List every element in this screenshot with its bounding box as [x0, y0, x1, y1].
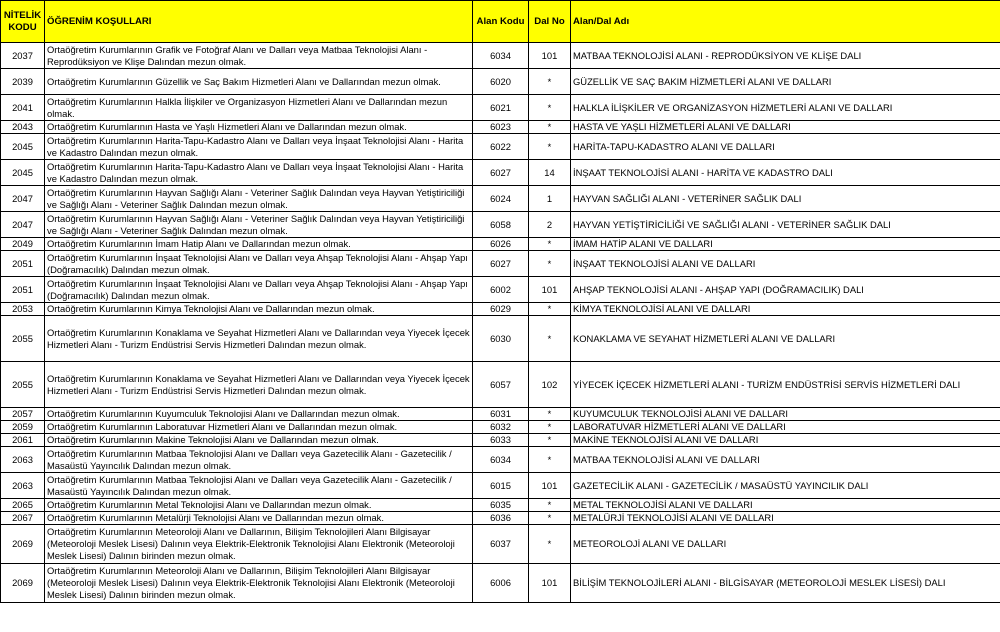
cell-dal-no: * [529, 499, 571, 512]
table-row [1, 512, 1000, 525]
header-alan-kodu: Alan Kodu [473, 1, 529, 43]
cell-alan-dal-adi: HAYVAN YETİŞTİRİCİLİĞİ VE SAĞLIĞI ALANI - VETERİNER SAĞLIK DALI [571, 212, 1000, 238]
cell-kosul: Ortaöğretim Kurumlarının Hayvan Sağlığı Alanı - Veteriner Sağlık Dalından veya Hayvan Yetiştiriciliği ve Sağlığı Alanı - Veteriner Sağlık Dalından mezun olmak. [45, 186, 473, 212]
cell-alan-kodu: 6037 [473, 525, 529, 564]
cell-kosul: Ortaöğretim Kurumlarının Metal Teknolojisi Alanı ve Dallarından mezun olmak. [45, 499, 473, 512]
cell-kosul: Ortaöğretim Kurumlarının İnşaat Teknolojisi Alanı ve Dalları veya Ahşap Teknolojisi Alanı - Ahşap Yapı (Doğramacılık) Dalından mezun olmak. [45, 251, 473, 277]
cell-dal-no: * [529, 238, 571, 251]
cell-alan-kodu: 6035 [473, 499, 529, 512]
table-row [1, 303, 1000, 316]
cell-kosul: Ortaöğretim Kurumlarının Harita-Tapu-Kadastro Alanı ve Dalları veya İnşaat Teknolojisi Alanı - Harita ve Kadastro Dalından mezun olmak. [45, 134, 473, 160]
cell-alan-dal-adi: HARİTA-TAPU-KADASTRO ALANI VE DALLARI [571, 134, 1000, 160]
table-row [1, 434, 1000, 447]
table-row [1, 160, 1000, 186]
cell-alan-kodu: 6030 [473, 316, 529, 362]
cell-kod: 2057 [1, 408, 45, 421]
cell-kosul: Ortaöğretim Kurumlarının Meteoroloji Alanı ve Dallarının, Bilişim Teknolojileri Alanı Bilgisayar (Meteoroloji Meslek Lisesi) Dalının veya Elektrik-Elektronik Teknolojisi Alanı Elektronik (Meteoroloji Meslek Lisesi) Dalının birinden mezun olmak. [45, 525, 473, 564]
cell-alan-dal-adi: İNŞAAT TEKNOLOJİSİ ALANI VE DALLARI [571, 251, 1000, 277]
header-row [1, 1, 1000, 43]
table-row [1, 564, 1000, 603]
table-row [1, 277, 1000, 303]
cell-dal-no: * [529, 251, 571, 277]
cell-kod: 2053 [1, 303, 45, 316]
cell-alan-dal-adi: METAL TEKNOLOJİSİ ALANI VE DALLARI [571, 499, 1000, 512]
cell-dal-no: 1 [529, 186, 571, 212]
cell-kosul: Ortaöğretim Kurumlarının Kuyumculuk Teknolojisi Alanı ve Dallarından mezun olmak. [45, 408, 473, 421]
cell-alan-dal-adi: MAKİNE TEKNOLOJİSİ ALANI VE DALLARI [571, 434, 1000, 447]
table-row [1, 121, 1000, 134]
cell-kosul: Ortaöğretim Kurumlarının Konaklama ve Seyahat Hizmetleri Alanı ve Dallarından veya Yiyecek İçecek Hizmetleri Alanı - Turizm Endüstrisi Servis Hizmetleri Dalından mezun olmak. [45, 316, 473, 362]
cell-dal-no: * [529, 121, 571, 134]
cell-dal-no: 14 [529, 160, 571, 186]
cell-kosul: Ortaöğretim Kurumlarının Grafik ve Fotoğraf Alanı ve Dalları veya Matbaa Teknolojisi Alanı - Reprodüksiyon ve Klişe Dalından mezun olmak. [45, 43, 473, 69]
cell-kosul: Ortaöğretim Kurumlarının Konaklama ve Seyahat Hizmetleri Alanı ve Dallarından veya Yiyecek İçecek Hizmetleri Alanı - Turizm Endüstrisi Servis Hizmetleri Dalından mezun olmak. [45, 362, 473, 408]
cell-kosul: Ortaöğretim Kurumlarının Matbaa Teknolojisi Alanı ve Dalları veya Gazetecilik Alanı - Gazetecilik / Masaüstü Yayıncılık Dalından mezun olmak. [45, 473, 473, 499]
table-row [1, 525, 1000, 564]
cell-kosul: Ortaöğretim Kurumlarının Harita-Tapu-Kadastro Alanı ve Dalları veya İnşaat Teknolojisi Alanı - Harita ve Kadastro Dalından mezun olmak. [45, 160, 473, 186]
cell-kosul: Ortaöğretim Kurumlarının Metalürji Teknolojisi Alanı ve Dallarından mezun olmak. [45, 512, 473, 525]
cell-dal-no: * [529, 134, 571, 160]
cell-alan-dal-adi: MATBAA TEKNOLOJİSİ ALANI VE DALLARI [571, 447, 1000, 473]
cell-kod: 2065 [1, 499, 45, 512]
cell-kosul: Ortaöğretim Kurumlarının Hasta ve Yaşlı Hizmetleri Alanı ve Dallarından mezun olmak. [45, 121, 473, 134]
cell-kod: 2039 [1, 69, 45, 95]
cell-alan-dal-adi: KUYUMCULUK TEKNOLOJİSİ ALANI VE DALLARI [571, 408, 1000, 421]
cell-kod: 2069 [1, 564, 45, 603]
cell-dal-no: * [529, 408, 571, 421]
cell-alan-dal-adi: MATBAA TEKNOLOJİSİ ALANI - REPRODÜKSİYON VE KLİŞE DALI [571, 43, 1000, 69]
cell-alan-kodu: 6034 [473, 43, 529, 69]
cell-kod: 2069 [1, 525, 45, 564]
table-row [1, 316, 1000, 362]
cell-kosul: Ortaöğretim Kurumlarının İnşaat Teknolojisi Alanı ve Dalları veya Ahşap Teknolojisi Alanı - Ahşap Yapı (Doğramacılık) Dalından mezun olmak. [45, 277, 473, 303]
cell-kosul: Ortaöğretim Kurumlarının Laboratuvar Hizmetleri Alanı ve Dallarından mezun olmak. [45, 421, 473, 434]
cell-dal-no: * [529, 447, 571, 473]
cell-kod: 2061 [1, 434, 45, 447]
cell-alan-kodu: 6032 [473, 421, 529, 434]
table-row [1, 447, 1000, 473]
cell-kod: 2037 [1, 43, 45, 69]
cell-alan-dal-adi: YİYECEK İÇECEK HİZMETLERİ ALANI - TURİZM ENDÜSTRİSİ SERVİS HİZMETLERİ DALI [571, 362, 1000, 408]
cell-alan-kodu: 6021 [473, 95, 529, 121]
cell-kosul: Ortaöğretim Kurumlarının Halkla İlişkiler ve Organizasyon Hizmetleri Alanı ve Dallarından mezun olmak. [45, 95, 473, 121]
cell-kod: 2063 [1, 473, 45, 499]
cell-alan-kodu: 6024 [473, 186, 529, 212]
cell-alan-kodu: 6058 [473, 212, 529, 238]
cell-dal-no: * [529, 434, 571, 447]
table-row [1, 362, 1000, 408]
cell-dal-no: * [529, 525, 571, 564]
cell-alan-kodu: 6036 [473, 512, 529, 525]
cell-kod: 2067 [1, 512, 45, 525]
table-row [1, 473, 1000, 499]
cell-dal-no: 2 [529, 212, 571, 238]
cell-dal-no: 101 [529, 473, 571, 499]
header-kod: NİTELİK KODU [1, 1, 45, 43]
cell-kod: 2051 [1, 251, 45, 277]
cell-kod: 2055 [1, 316, 45, 362]
cell-kosul: Ortaöğretim Kurumlarının Güzellik ve Saç Bakım Hizmetleri Alanı ve Dallarından mezun olmak. [45, 69, 473, 95]
cell-kosul: Ortaöğretim Kurumlarının Kimya Teknolojisi Alanı ve Dallarından mezun olmak. [45, 303, 473, 316]
cell-alan-dal-adi: GAZETECİLİK ALANI - GAZETECİLİK / MASAÜSTÜ YAYINCILIK DALI [571, 473, 1000, 499]
cell-kod: 2045 [1, 160, 45, 186]
cell-alan-kodu: 6026 [473, 238, 529, 251]
cell-alan-dal-adi: BİLİŞİM TEKNOLOJİLERİ ALANI - BİLGİSAYAR (METEOROLOJİ MESLEK LİSESİ) DALI [571, 564, 1000, 603]
cell-alan-kodu: 6022 [473, 134, 529, 160]
cell-dal-no: * [529, 512, 571, 525]
table-row [1, 212, 1000, 238]
cell-dal-no: * [529, 421, 571, 434]
cell-alan-kodu: 6027 [473, 160, 529, 186]
cell-alan-dal-adi: İNŞAAT TEKNOLOJİSİ ALANI - HARİTA VE KADASTRO DALI [571, 160, 1000, 186]
header-kosullar: ÖĞRENİM KOŞULLARI [45, 1, 473, 43]
cell-alan-dal-adi: HASTA VE YAŞLI HİZMETLERİ ALANI VE DALLARI [571, 121, 1000, 134]
cell-alan-dal-adi: LABORATUVAR HİZMETLERİ ALANI VE DALLARI [571, 421, 1000, 434]
cell-alan-dal-adi: KONAKLAMA VE SEYAHAT HİZMETLERİ ALANI VE DALLARI [571, 316, 1000, 362]
table-row [1, 499, 1000, 512]
cell-kod: 2063 [1, 447, 45, 473]
cell-alan-kodu: 6006 [473, 564, 529, 603]
cell-kod: 2047 [1, 186, 45, 212]
cell-alan-dal-adi: HAYVAN SAĞLIĞI ALANI - VETERİNER SAĞLIK DALI [571, 186, 1000, 212]
cell-dal-no: 101 [529, 43, 571, 69]
table-row [1, 421, 1000, 434]
table-row [1, 134, 1000, 160]
cell-alan-kodu: 6029 [473, 303, 529, 316]
cell-alan-kodu: 6027 [473, 251, 529, 277]
cell-kod: 2055 [1, 362, 45, 408]
table-row [1, 238, 1000, 251]
cell-alan-dal-adi: KİMYA TEKNOLOJİSİ ALANI VE DALLARI [571, 303, 1000, 316]
cell-dal-no: * [529, 69, 571, 95]
cell-dal-no: 102 [529, 362, 571, 408]
cell-alan-dal-adi: GÜZELLİK VE SAÇ BAKIM HİZMETLERİ ALANI VE DALLARI [571, 69, 1000, 95]
table-row [1, 43, 1000, 69]
cell-alan-dal-adi: METALÜRJİ TEKNOLOJİSİ ALANI VE DALLARI [571, 512, 1000, 525]
table-row [1, 186, 1000, 212]
cell-dal-no: * [529, 316, 571, 362]
cell-alan-dal-adi: HALKLA İLİŞKİLER VE ORGANİZASYON HİZMETLERİ ALANI VE DALLARI [571, 95, 1000, 121]
cell-kosul: Ortaöğretim Kurumlarının Matbaa Teknolojisi Alanı ve Dalları veya Gazetecilik Alanı - Gazetecilik / Masaüstü Yayıncılık Dalından mezun olmak. [45, 447, 473, 473]
cell-alan-kodu: 6057 [473, 362, 529, 408]
cell-alan-dal-adi: METEOROLOJİ ALANI VE DALLARI [571, 525, 1000, 564]
table-row [1, 95, 1000, 121]
table-row [1, 69, 1000, 95]
cell-kod: 2051 [1, 277, 45, 303]
cell-kod: 2043 [1, 121, 45, 134]
cell-kod: 2059 [1, 421, 45, 434]
cell-dal-no: 101 [529, 564, 571, 603]
cell-kod: 2049 [1, 238, 45, 251]
cell-kosul: Ortaöğretim Kurumlarının İmam Hatip Alanı ve Dallarından mezun olmak. [45, 238, 473, 251]
cell-kosul: Ortaöğretim Kurumlarının Hayvan Sağlığı Alanı - Veteriner Sağlık Dalından veya Hayvan Yetiştiriciliği ve Sağlığı Alanı - Veteriner Sağlık Dalından mezun olmak. [45, 212, 473, 238]
header-alan-dal-adi: Alan/Dal Adı [571, 1, 1000, 43]
header-dal-no: Dal No [529, 1, 571, 43]
table-row [1, 408, 1000, 421]
cell-dal-no: * [529, 303, 571, 316]
cell-kod: 2047 [1, 212, 45, 238]
table-row [1, 251, 1000, 277]
cell-alan-kodu: 6031 [473, 408, 529, 421]
cell-alan-kodu: 6033 [473, 434, 529, 447]
cell-alan-kodu: 6023 [473, 121, 529, 134]
cell-kod: 2045 [1, 134, 45, 160]
cell-alan-kodu: 6002 [473, 277, 529, 303]
cell-dal-no: * [529, 95, 571, 121]
cell-kod: 2041 [1, 95, 45, 121]
cell-alan-dal-adi: İMAM HATİP ALANI VE DALLARI [571, 238, 1000, 251]
cell-kosul: Ortaöğretim Kurumlarının Makine Teknolojisi Alanı ve Dallarından mezun olmak. [45, 434, 473, 447]
cell-kosul: Ortaöğretim Kurumlarının Meteoroloji Alanı ve Dallarının, Bilişim Teknolojileri Alanı Bilgisayar (Meteoroloji Meslek Lisesi) Dalının veya Elektrik-Elektronik Teknolojisi Alanı Elektronik (Meteoroloji Meslek Lisesi) Dalının birinden mezun olmak. [45, 564, 473, 603]
cell-dal-no: 101 [529, 277, 571, 303]
cell-alan-kodu: 6020 [473, 69, 529, 95]
cell-alan-dal-adi: AHŞAP TEKNOLOJİSİ ALANI - AHŞAP YAPI (DOĞRAMACILIK) DALI [571, 277, 1000, 303]
cell-alan-kodu: 6015 [473, 473, 529, 499]
cell-alan-kodu: 6034 [473, 447, 529, 473]
